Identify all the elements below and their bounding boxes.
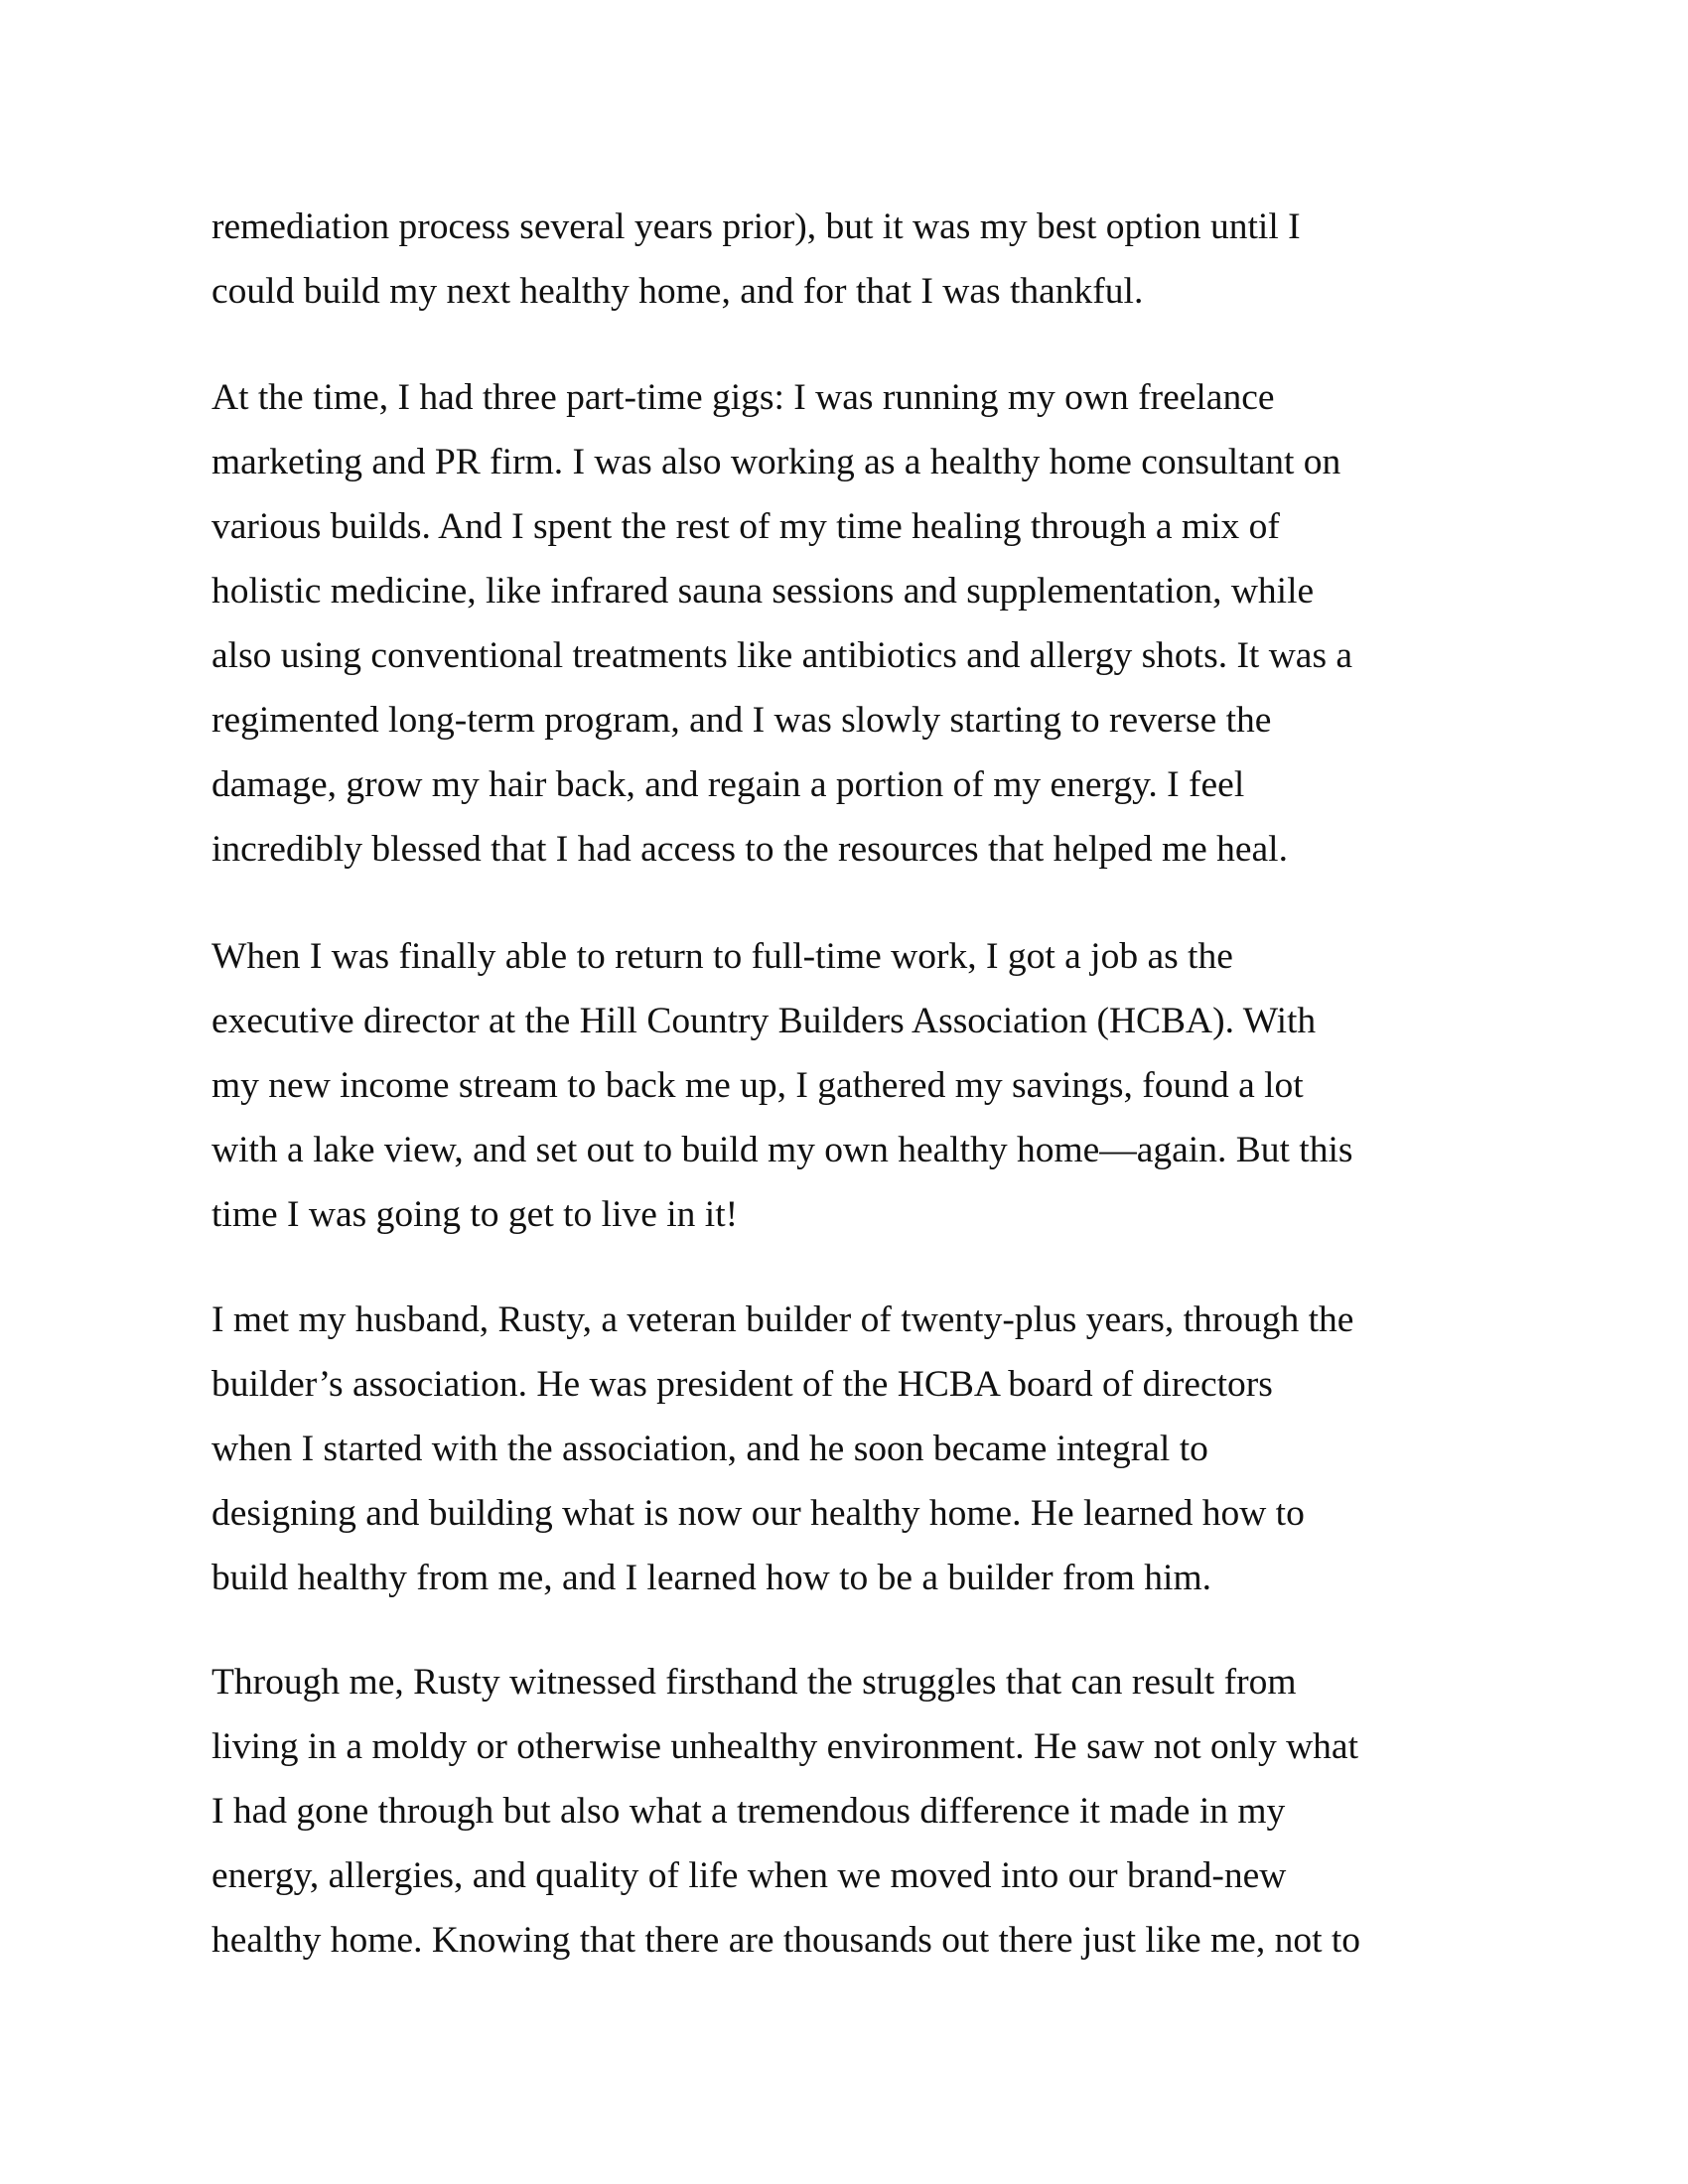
text-line: when I started with the association, and he soon became integral to: [211, 1429, 1208, 1469]
text-line: time I was going to get to live in it!: [211, 1194, 739, 1235]
text-line: living in a moldy or otherwise unhealthy environment. He saw not only what: [211, 1726, 1358, 1767]
text-line: also using conventional treatments like antibiotics and allergy shots. It was a: [211, 635, 1353, 676]
text-line: designing and building what is now our healthy home. He learned how to: [211, 1493, 1305, 1534]
text-line: energy, allergies, and quality of life when we moved into our brand-new: [211, 1855, 1287, 1896]
text-line: holistic medicine, like infrared sauna sessions and supplementation, while: [211, 571, 1315, 612]
text-line: builder’s association. He was president of the HCBA board of directors: [211, 1364, 1273, 1405]
text-line: could build my next healthy home, and for that I was thankful.: [211, 271, 1144, 312]
text-line: with a lake view, and set out to build my own healthy home—again. But this: [211, 1130, 1353, 1170]
text-line: damage, grow my hair back, and regain a portion of my energy. I feel: [211, 764, 1245, 805]
text-line: marketing and PR firm. I was also working as a healthy home consultant on: [211, 442, 1341, 482]
text-line: I met my husband, Rusty, a veteran builder of twenty-plus years, through the: [211, 1299, 1354, 1340]
text-line: regimented long-term program, and I was slowly starting to reverse the: [211, 700, 1272, 741]
text-line: incredibly blessed that I had access to the resources that helped me heal.: [211, 829, 1288, 870]
text-line: my new income stream to back me up, I gathered my savings, found a lot: [211, 1065, 1304, 1106]
text-line: At the time, I had three part-time gigs: I was running my own freelance: [211, 377, 1275, 418]
text-line: When I was finally able to return to full-time work, I got a job as the: [211, 936, 1233, 977]
text-line: build healthy from me, and I learned how to be a builder from him.: [211, 1558, 1212, 1598]
text-line: various builds. And I spent the rest of my time healing through a mix of: [211, 506, 1280, 547]
text-line: executive director at the Hill Country Builders Association (HCBA). With: [211, 1001, 1317, 1041]
text-line: I had gone through but also what a tremendous difference it made in my: [211, 1791, 1286, 1832]
text-line: remediation process several years prior), but it was my best option until I: [211, 206, 1301, 247]
text-line: Through me, Rusty witnessed firsthand the struggles that can result from: [211, 1662, 1297, 1703]
text-line: healthy home. Knowing that there are thousands out there just like me, not to: [211, 1920, 1361, 1961]
